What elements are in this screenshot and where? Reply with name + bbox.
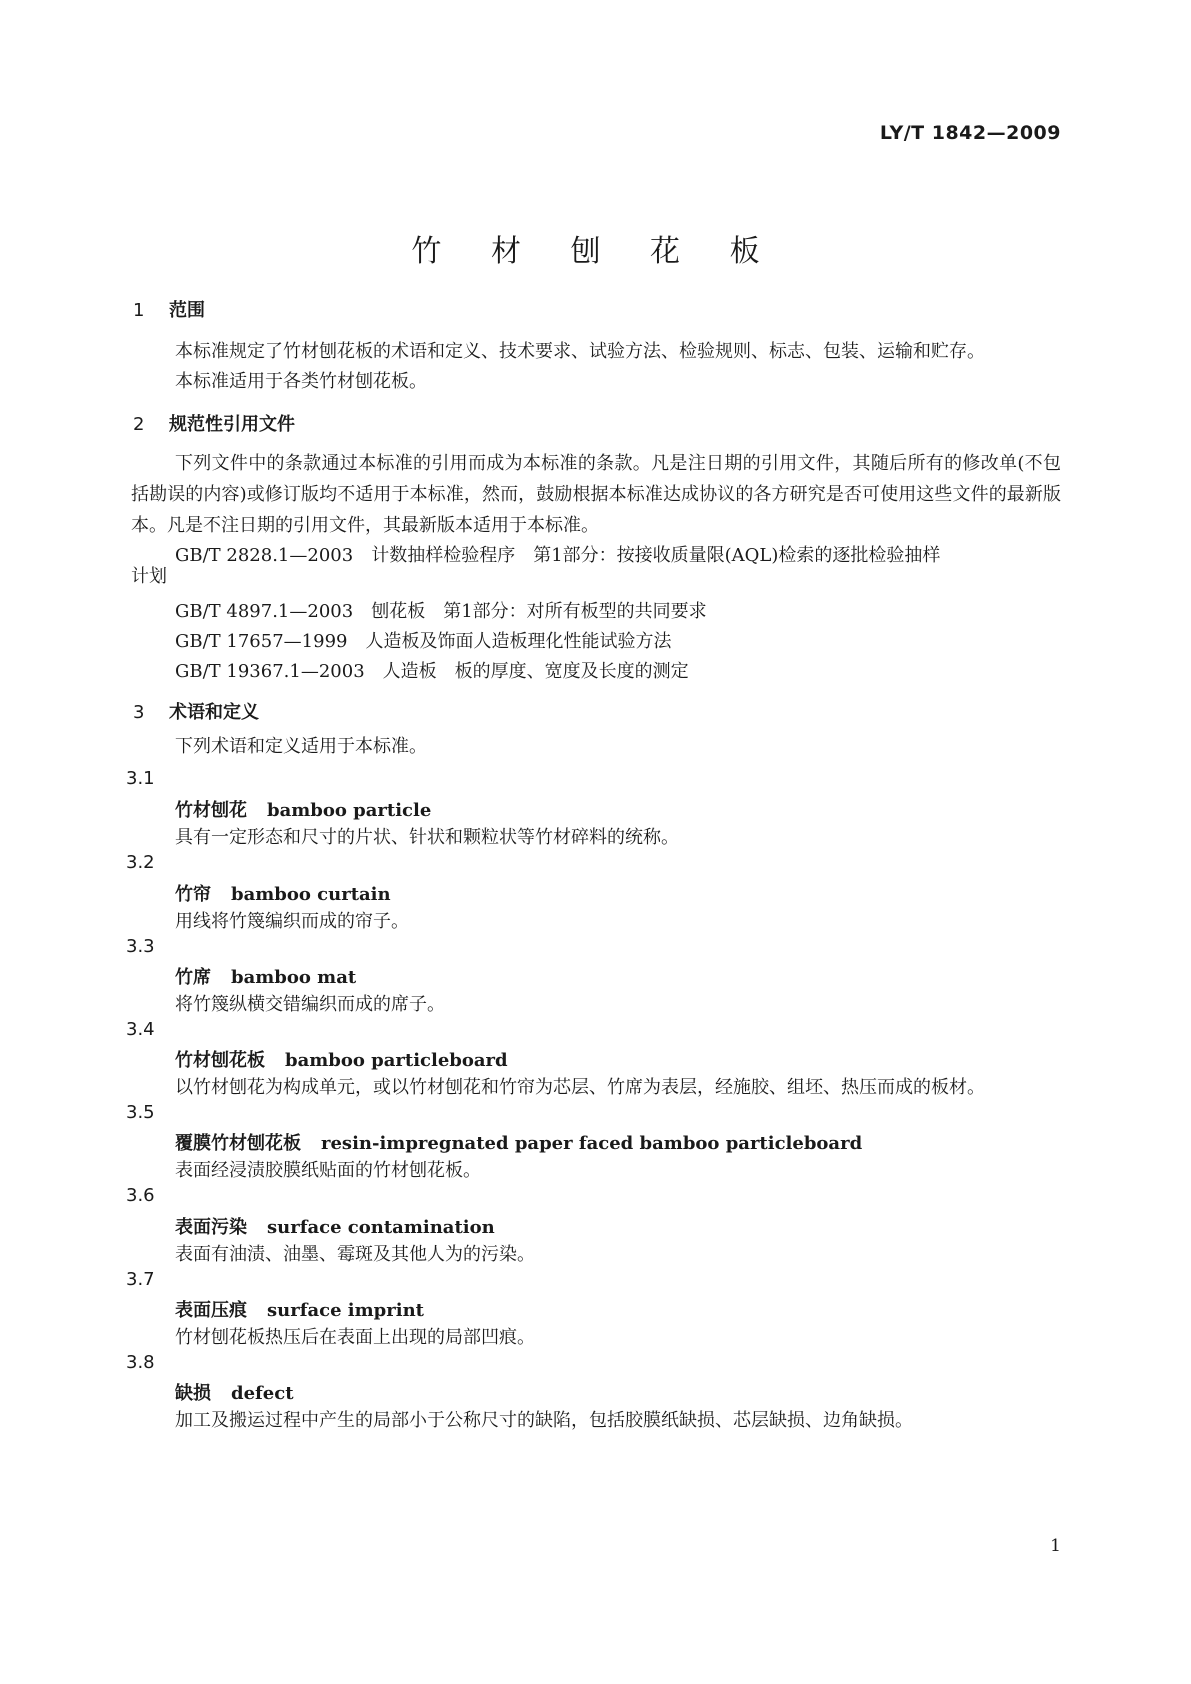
term-name-zh: 竹席: [175, 967, 211, 988]
term-definition: 具有一定形态和尺寸的片状、针状和颗粒状等竹材碎料的统称。: [175, 827, 679, 848]
term-name-en: surface imprint: [267, 1300, 424, 1321]
document-title: 竹 材 刨 花 板: [411, 234, 780, 269]
term-number: 3.1: [126, 768, 155, 789]
section-2-heading: [133, 410, 295, 436]
term-number: 3.5: [126, 1102, 155, 1123]
term-name-zh: 竹材刨花: [175, 800, 247, 821]
term-name-en: defect: [231, 1383, 294, 1404]
section-1-line-1: 本标准规定了竹材刨花板的术语和定义、技术要求、试验方法、检验规则、标志、包装、运输和贮存。: [175, 341, 985, 362]
term-number: 3.2: [126, 852, 155, 873]
section-3-heading: [133, 698, 259, 724]
term-name: [175, 880, 391, 906]
term-name-zh: 竹材刨花板: [175, 1050, 265, 1071]
term-definition: 竹材刨花板热压后在表面上出现的局部凹痕。: [175, 1327, 535, 1348]
term-name: [175, 1213, 495, 1239]
term-definition: 用线将竹篾编织而成的帘子。: [175, 911, 409, 932]
term-definition: 将竹篾纵横交错编织而成的席子。: [175, 994, 445, 1015]
term-number: 3.4: [126, 1019, 155, 1040]
section-1-heading: [133, 296, 205, 322]
section-2-intro: 下列文件中的条款通过本标准的引用而成为本标准的条款。凡是注日期的引用文件，其随后所有的修改单(不包括勘误的内容)或修订版均不适用于本标准，然而，鼓励根据本标准达成协议的各方研究是否可使用这些文件的最新版本。凡是不注日期的引用文件，其最新版本适用于本标准。: [131, 453, 1061, 536]
reference-item: GB/T 17657—1999 人造板及饰面人造板理化性能试验方法: [175, 631, 672, 652]
reference-item: GB/T 4897.1—2003 刨花板 第1部分：对所有板型的共同要求: [175, 601, 707, 622]
term-name: [175, 1296, 424, 1322]
term-number: 3.3: [126, 936, 155, 957]
term-name: [175, 796, 431, 822]
term-name-en: bamboo mat: [231, 967, 357, 988]
term-definition: 以竹材刨花为构成单元，或以竹材刨花和竹帘为芯层、竹席为表层，经施胶、组坯、热压而成的板材。: [175, 1077, 985, 1098]
section-title: 范围: [169, 300, 205, 321]
term-name-zh: 缺损: [175, 1383, 211, 1404]
term-name-en: bamboo particle: [267, 800, 432, 821]
term-definition: 表面经浸渍胶膜纸贴面的竹材刨花板。: [175, 1160, 481, 1181]
reference-item: GB/T 19367.1—2003 人造板 板的厚度、宽度及长度的测定: [175, 661, 689, 682]
term-definition: 表面有油渍、油墨、霉斑及其他人为的污染。: [175, 1244, 535, 1265]
section-number: 1: [133, 300, 145, 321]
term-name: [175, 1129, 862, 1155]
section-title: 规范性引用文件: [169, 414, 295, 435]
term-name-zh: 覆膜竹材刨花板: [175, 1133, 301, 1154]
reference-item: GB/T 2828.1—2003 计数抽样检验程序 第1部分：按接收质量限(AQL)检索的逐批检验抽样: [175, 545, 941, 566]
term-name-zh: 竹帘: [175, 884, 211, 905]
section-3-intro: 下列术语和定义适用于本标准。: [175, 736, 427, 757]
term-name: [175, 963, 356, 989]
term-name-zh: 表面污染: [175, 1217, 247, 1238]
term-number: 3.6: [126, 1185, 155, 1206]
term-name-zh: 表面压痕: [175, 1300, 247, 1321]
section-number: 3: [133, 702, 145, 723]
section-number: 2: [133, 414, 145, 435]
term-name: [175, 1046, 508, 1072]
standard-code: LY/T 1842—2009: [879, 122, 1061, 144]
page-number: 1: [1050, 1536, 1061, 1556]
term-name-en: bamboo curtain: [231, 884, 391, 905]
term-definition: 加工及搬运过程中产生的局部小于公称尺寸的缺陷，包括胶膜纸缺损、芯层缺损、边角缺损。: [175, 1410, 913, 1431]
term-name-en: resin-impregnated paper faced bamboo particleboard: [321, 1133, 863, 1154]
section-1-line-2: 本标准适用于各类竹材刨花板。: [175, 371, 427, 392]
term-name-en: surface contamination: [267, 1217, 495, 1238]
reference-item-continuation: 计划: [131, 566, 167, 587]
section-title: 术语和定义: [169, 702, 259, 723]
term-name-en: bamboo particleboard: [285, 1050, 508, 1071]
term-name: [175, 1379, 294, 1405]
term-number: 3.7: [126, 1269, 155, 1290]
term-number: 3.8: [126, 1352, 155, 1373]
